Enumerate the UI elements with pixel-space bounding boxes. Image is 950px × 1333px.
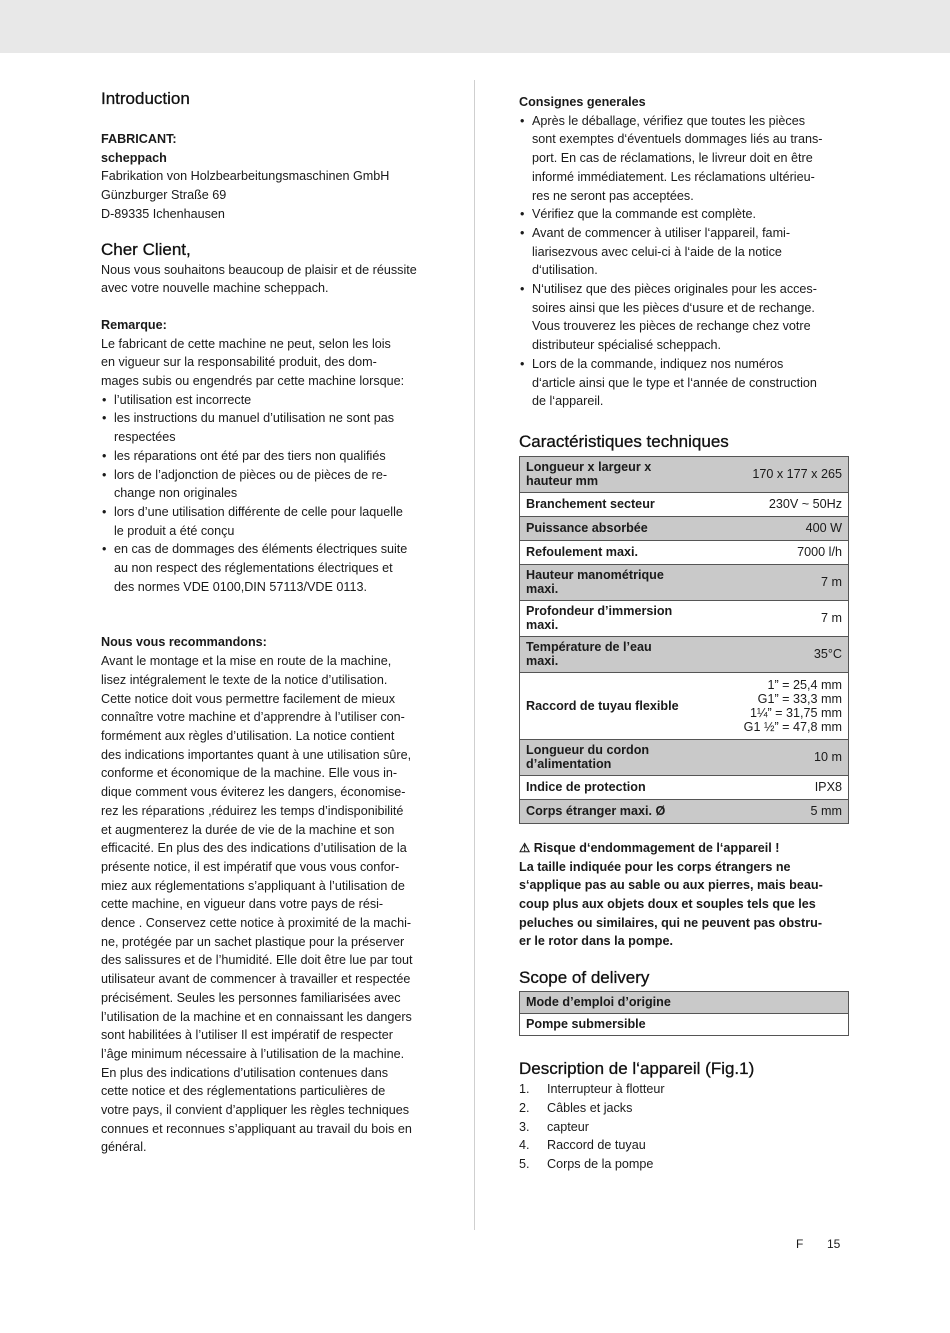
scope-table: [519, 991, 849, 1036]
item-number: 5.: [519, 1156, 530, 1171]
recommandons-line: cette machine, en vigueur dans votre pays de rési-: [101, 897, 384, 912]
description-list: [519, 1080, 849, 1174]
item-number: 1.: [519, 1082, 530, 1097]
list-item: • l’utilisation est incorrecte: [101, 391, 434, 410]
list-item: [519, 1099, 849, 1118]
recommandons-line: précisément. Seules les personnes familiarisées avec: [101, 990, 401, 1005]
item-number: 3.: [519, 1119, 530, 1134]
table-row: [520, 540, 849, 564]
list-item: • Lors de la commande, indiquez nos numéros d‘article ainsi que le type et l‘année de construction de l‘appareil.: [519, 355, 849, 411]
item-text: Interrupteur à flotteur: [547, 1082, 665, 1097]
recommandons-line: dique comment vous éviterez les dangers, économise-: [101, 785, 406, 800]
spec-label: Indice de protection: [520, 775, 723, 799]
spec-label: Profondeur d’immersion maxi.: [520, 600, 723, 636]
list-item: [519, 1080, 849, 1099]
remarque-bullets: [101, 391, 434, 597]
list-item: • Après le déballage, vérifiez que toutes les pièces sont exemptes d‘éventuels dommages liés au trans- port. En cas de réclamations, le livreur doit en être informé immédiatement. Les réclamations ultérieu- res ne seront pas acceptées.: [519, 112, 849, 206]
list-item: [519, 1118, 849, 1137]
remarque-label: Remarque:: [101, 317, 167, 332]
spec-label: Puissance absorbée: [520, 516, 723, 540]
right-column: [519, 93, 849, 1174]
table-row: [520, 492, 849, 516]
recommandons-line: général.: [101, 1140, 147, 1155]
fabricant-label: FABRICANT:: [101, 132, 177, 146]
scope-item: Pompe submersible: [520, 1014, 849, 1036]
recommandons-line: sont habilitées à l’utiliser Il est impératif de respecter: [101, 1028, 393, 1043]
item-text: Câbles et jacks: [547, 1100, 633, 1115]
table-row: [520, 636, 849, 672]
list-item: • N‘utilisez que des pièces originales pour les acces- soires ainsi que les pièces d‘usure et de rechange. Vous trouverez les pièces de rechange chez votre distributeur spécialisé scheppach.: [519, 280, 849, 355]
list-item: [519, 1155, 849, 1174]
recommandons-line: Avant le montage et la mise en route de la machine,: [101, 654, 392, 669]
spec-value: 1” = 25,4 mm G1” = 33,3 mm 1¼” = 31,75 mm G1 ½” = 47,8 mm: [722, 672, 849, 739]
list-item: [519, 1136, 849, 1155]
recommandons-line: présente notice, il est impératif que vous vous confor-: [101, 859, 400, 874]
item-number: 4.: [519, 1138, 530, 1153]
spec-value: 5 mm: [722, 799, 849, 823]
recommandons-line: utilisateur avant de commencer à travailler et respectée: [101, 972, 411, 987]
recommandons-line: l’âge minimum nécessaire à l’utilisation de la machine.: [101, 1046, 405, 1061]
item-text: Corps de la pompe: [547, 1156, 654, 1171]
recommandons-label: Nous vous recommandons:: [101, 635, 267, 650]
item-text: Raccord de tuyau: [547, 1138, 646, 1153]
table-row: [520, 775, 849, 799]
recommandons-line: l’utilisation de la machine et en connaissant les dangers: [101, 1009, 412, 1024]
address-line: D-89335 Ichenhausen: [101, 206, 225, 221]
spec-label: Branchement secteur: [520, 492, 723, 516]
list-item: • les réparations ont été par des tiers non qualifiés: [101, 447, 434, 466]
recommandons-line: efficacité. En plus des des indications d’utilisation de la: [101, 841, 407, 856]
spec-value: 10 m: [722, 739, 849, 775]
spec-value: 7 m: [722, 600, 849, 636]
remarque-line: en vigueur sur la responsabilité produit, des dom-: [101, 355, 377, 370]
recommandons-line: En plus des indications d’utilisation contenues dans: [101, 1065, 389, 1080]
table-row: [520, 564, 849, 600]
recommandons-line: rez les réparations ,réduirez les temps d’indisponibilité: [101, 803, 404, 818]
spec-label: Corps étranger maxi. Ø: [520, 799, 723, 823]
recommandons-line: lisez intégralement le texte de la notice d’utilisation.: [101, 672, 388, 687]
client-text-line: Nous vous souhaitons beaucoup de plaisir et de réussite: [101, 262, 417, 277]
recommandons-line: connaître votre machine et d’apprendre à l’utiliser con-: [101, 710, 405, 725]
remarque-line: mages subis ou engendrés par cette machine lorsque:: [101, 374, 405, 389]
warning-line: er le rotor dans la pompe.: [519, 934, 673, 949]
spec-value: 7 m: [722, 564, 849, 600]
recommandons-line: et augmenterez la durée de vie de la machine et son: [101, 822, 395, 837]
description-title: Description de l‘appareil (Fig.1): [519, 1059, 755, 1079]
warning-line: La taille indiquée pour les corps étrangers ne: [519, 859, 791, 874]
list-item: • en cas de dommages des éléments électriques suite au non respect des réglementations électriques et des normes VDE 0100,DIN 57113/VDE 0113.: [101, 540, 434, 596]
spec-value: 230V ~ 50Hz: [722, 492, 849, 516]
recommandons-line: des salissures et de l’humidité. Elle doit être lue par tout: [101, 953, 413, 968]
scope-item: Mode d’emploi d’origine: [520, 992, 849, 1014]
list-item: • Vérifiez que la commande est complète.: [519, 205, 849, 224]
left-column: [101, 88, 434, 1157]
spec-label: Température de l’eau maxi.: [520, 636, 723, 672]
scope-title: Scope of delivery: [519, 968, 650, 988]
spec-value: 400 W: [722, 516, 849, 540]
table-row: [520, 672, 849, 739]
footer-lang: F: [796, 1237, 804, 1251]
warning-line: peluches ou similaires, qui ne peuvent pas obstru-: [519, 915, 823, 930]
recommandons-line: votre pays, il convient d’appliquer les règles techniques: [101, 1103, 410, 1118]
table-row: [520, 1014, 849, 1036]
list-item: • Avant de commencer à utiliser l‘appareil, fami- liarisezvous avec celui-ci à l‘aide de la notice d‘utilisation.: [519, 224, 849, 280]
warning-line: s‘applique pas au sable ou aux pierres, mais beau-: [519, 878, 823, 893]
client-text-line: avec votre nouvelle machine scheppach.: [101, 281, 329, 296]
consignes-label: Consignes generales: [519, 95, 646, 109]
table-row: [520, 516, 849, 540]
client-title: Cher Client,: [101, 239, 191, 259]
table-row: [520, 600, 849, 636]
spec-value: 170 x 177 x 265: [722, 456, 849, 492]
spec-value: 35°C: [722, 636, 849, 672]
spec-label: Raccord de tuyau flexible: [520, 672, 723, 739]
consignes-bullets: [519, 112, 849, 411]
recommandons-line: connues et reconnues s’appliquant au travail du bois en: [101, 1121, 412, 1136]
warning-text: [519, 858, 849, 952]
list-item: • les instructions du manuel d’utilisation ne sont pas respectées: [101, 409, 434, 446]
recommandons-line: cette notice et des réglementations particulières de: [101, 1084, 386, 1099]
tech-specs-table: [519, 456, 849, 824]
table-row: [520, 992, 849, 1014]
recommandons-line: conforme et économique de la machine. Elle vous in-: [101, 766, 398, 781]
page-number: 15: [827, 1237, 841, 1251]
item-number: 2.: [519, 1100, 530, 1115]
address: [101, 167, 434, 223]
table-row: [520, 456, 849, 492]
recommandons-line: dence . Conservez cette notice à proximité de la machi-: [101, 916, 412, 931]
recommandons-line: Cette notice doit vous permettre facilement de mieux: [101, 691, 395, 706]
address-line: Fabrikation von Holzbearbeitungsmaschinen GmbH: [101, 169, 390, 184]
table-row: [520, 799, 849, 823]
table-row: [520, 739, 849, 775]
list-item: • lors de l’adjonction de pièces ou de pièces de re- change non originales: [101, 466, 434, 503]
spec-value: 7000 l/h: [722, 540, 849, 564]
warning-line: coup plus aux objets doux et souples tels que les: [519, 897, 816, 912]
spec-value: IPX8: [722, 775, 849, 799]
recommandons-line: ne, protégée par un sachet plastique pour la préserver: [101, 934, 405, 949]
recommandons-line: des indications importantes quant à une utilisation sûre,: [101, 747, 412, 762]
remarque-line: Le fabricant de cette machine ne peut, selon les lois: [101, 336, 391, 351]
recommandons-text: [101, 652, 434, 1157]
fabricant-name: scheppach: [101, 150, 167, 165]
spec-label: Longueur x largeur x hauteur mm: [520, 456, 723, 492]
warning-title: ⚠ Risque d‘endommagement de l‘appareil !: [519, 840, 780, 855]
spec-label: Hauteur manométrique maxi.: [520, 564, 723, 600]
recommandons-line: formément aux règles d’utilisation. La notice contient: [101, 728, 395, 743]
address-line: Günzburger Straße 69: [101, 188, 227, 203]
spec-label: Longueur du cordon d’alimentation: [520, 739, 723, 775]
top-bar: [0, 0, 950, 53]
intro-title: Introduction: [101, 89, 190, 108]
recommandons-line: miez aux réglementations s’appliquant à l’utilisation de: [101, 878, 405, 893]
list-item: • lors d’une utilisation différente de celle pour laquelle le produit a été conçu: [101, 503, 434, 540]
column-divider: [474, 80, 475, 1230]
tech-title: Caractéristiques techniques: [519, 431, 729, 451]
item-text: capteur: [547, 1119, 590, 1134]
spec-label: Refoulement maxi.: [520, 540, 723, 564]
